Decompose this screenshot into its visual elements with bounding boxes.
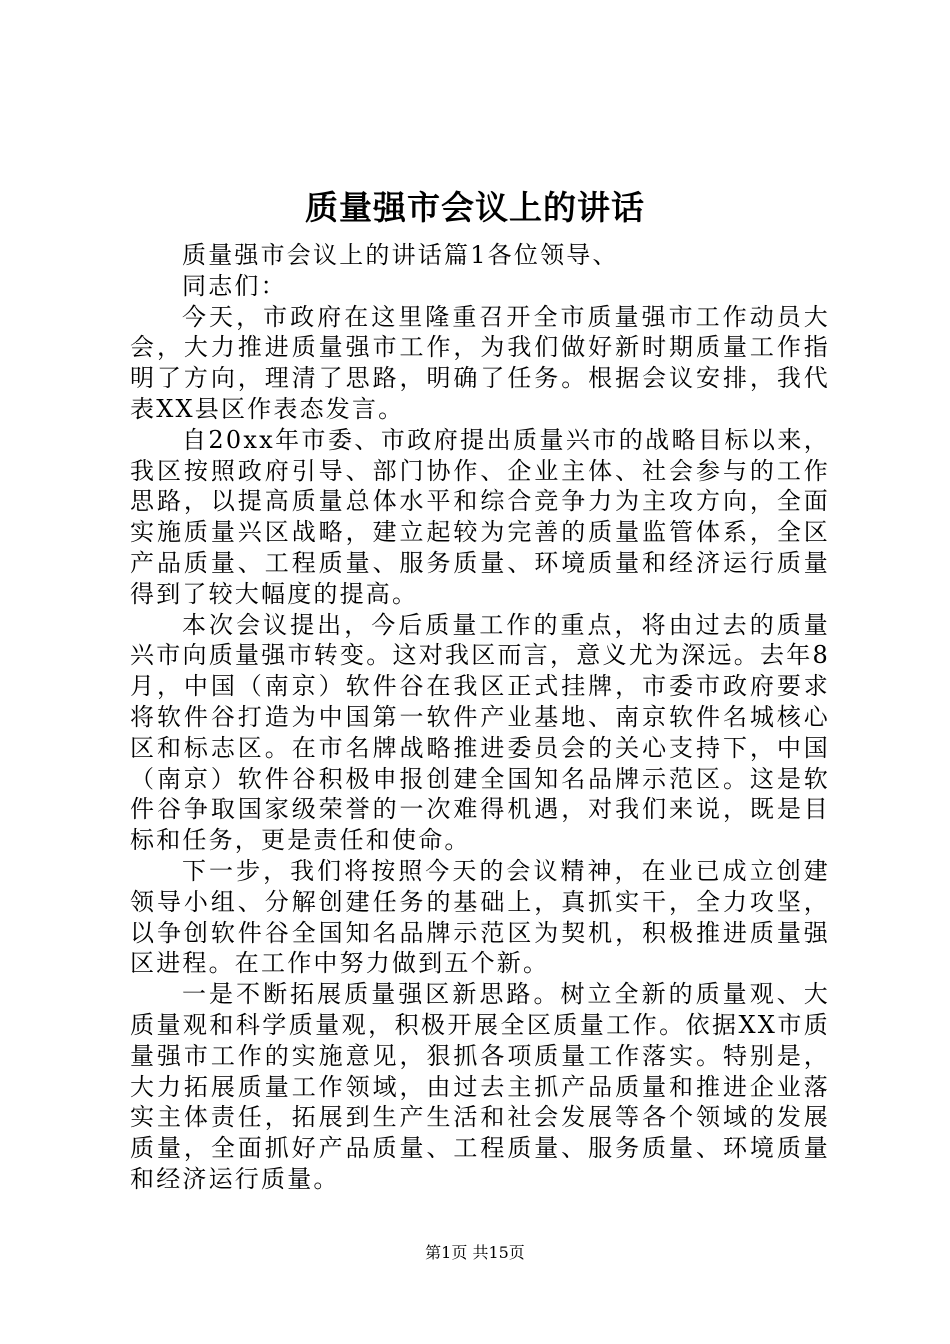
document-body xyxy=(130,240,830,1195)
paragraph-greeting: 质量强市会议上的讲话篇1各位领导、 xyxy=(182,241,619,269)
paragraph-next-steps: 下一步，我们将按照今天的会议精神，在业已成立创建领导小组、分解创建任务的基础上，真抓实干，全力攻坚，以争创软件谷全国知名品牌示范区为契机，积极推进质量强区进程。在工作中努力做到五个新。 xyxy=(130,856,830,978)
paragraph-point-one: 一是不断拓展质量强区新思路。树立全新的质量观、大质量观和科学质量观，积极开展全区质量工作。依据XX市质量强市工作的实施意见，狠抓各项质量工作落实。特别是，大力拓展质量工作领域，由过去主抓产品质量和推进企业落实主体责任，拓展到生产生活和社会发展等各个领域的发展质量，全面抓好产品质量、工程质量、服务质量、环境质量和经济运行质量。 xyxy=(130,980,830,1193)
page-number-footer: 第1页 共15页 xyxy=(425,1243,525,1262)
document-title: 质量强市会议上的讲话 xyxy=(305,188,645,227)
paragraph-background: 自20xx年市委、市政府提出质量兴市的战略目标以来，我区按照政府引导、部门协作、企业主体、社会参与的工作思路，以提高质量总体水平和综合竞争力为主攻方向，全面实施质量兴区战略，建立起较为完善的质量监管体系，全区产品质量、工程质量、服务质量、环境质量和经济运行质量得到了较大幅度的提高。 xyxy=(130,425,830,608)
paragraph-salutation: 同志们： xyxy=(182,271,287,300)
paragraph-opening: 今天，市政府在这里隆重召开全市质量强市工作动员大会，大力推进质量强市工作，为我们做好新时期质量工作指明了方向，理清了思路，明确了任务。根据会议安排，我代表XX县区作表态发言。 xyxy=(130,302,830,423)
paragraph-software-valley: 本次会议提出，今后质量工作的重点，将由过去的质量兴市向质量强市转变。这对我区而言，意义尤为深远。去年8月，中国（南京）软件谷在我区正式挂牌，市委市政府要求将软件谷打造为中国第一软件产业基地、南京软件名城核心区和标志区。在市名牌战略推进委员会的关心支持下，中国（南京）软件谷积极申报创建全国知名品牌示范区。这是软件谷争取国家级荣誉的一次难得机遇，对我们来说，既是目标和任务，更是责任和使命。 xyxy=(130,610,830,855)
